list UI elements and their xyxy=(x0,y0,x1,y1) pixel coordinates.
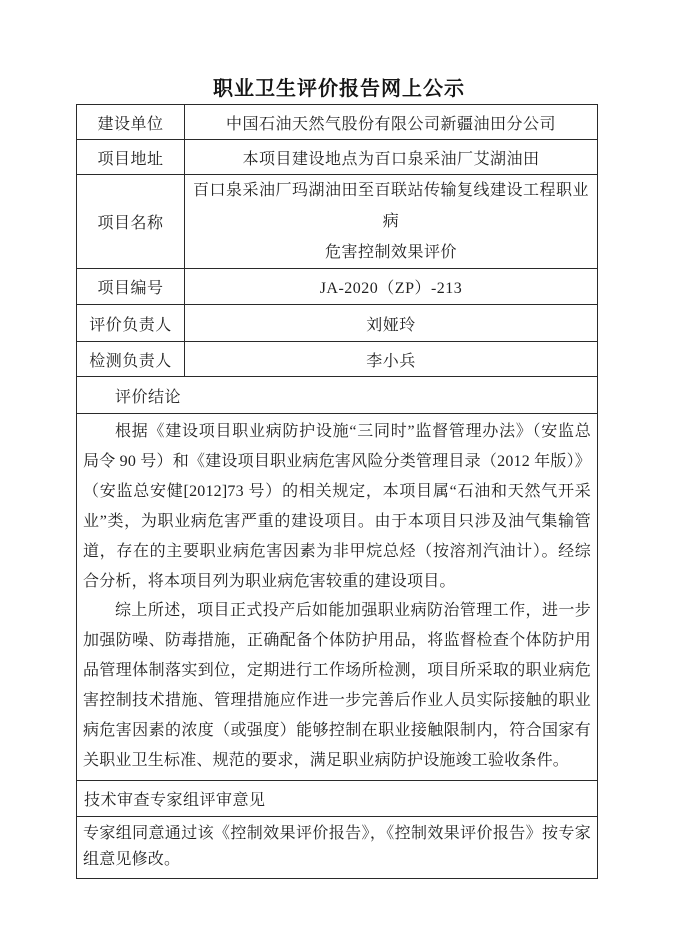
project-name-line-1: 百口泉采油厂玛湖油田至百联站传输复线建设工程职业病 xyxy=(192,182,589,230)
field-label-testing-lead: 检测负责人 xyxy=(77,342,185,376)
field-label-evaluation-lead: 评价负责人 xyxy=(77,305,185,341)
conclusion-paragraph-1: 根据《建设项目职业病防护设施“三同时”监督管理办法》（安监总局令 90 号）和《建设项目职业病危害风险分类管理目录（2012 年版）》（安监总安健[2012]73 号）的相关规定，本项目属“石油和天然气开采业”类，为职业病危害严重的建设项目。由于本项目只涉及油气集输管道，存在的主要职业病危害因素为非甲烷总烃（按溶剂汽油计）。经综合分析，将本项目列为职业病危害较重的建设项目。 xyxy=(83,423,591,590)
row-evaluation-lead xyxy=(77,305,597,342)
row-project-number xyxy=(77,269,597,305)
publicity-table xyxy=(76,104,598,879)
row-project-address xyxy=(77,140,597,175)
row-project-name xyxy=(77,175,597,269)
document-title: 职业卫生评价报告网上公示 xyxy=(213,78,465,100)
field-label-project-number: 项目编号 xyxy=(77,269,185,304)
field-value-testing-lead: 李小兵 xyxy=(366,352,416,370)
field-label-project-address: 项目地址 xyxy=(77,140,185,174)
field-value-evaluation-lead: 刘娅玲 xyxy=(366,316,416,334)
field-value-project-address: 本项目建设地点为百口泉采油厂艾湖油田 xyxy=(242,150,540,168)
row-conclusion-label xyxy=(77,377,597,414)
row-construction-unit xyxy=(77,105,597,140)
row-expert-review-label xyxy=(77,781,597,817)
conclusion-label: 评价结论 xyxy=(115,388,182,406)
project-name-line-2: 危害控制效果评价 xyxy=(324,244,457,261)
field-value-construction-unit: 中国石油天然气股份有限公司新疆油田分公司 xyxy=(225,115,556,133)
field-value-project-name xyxy=(185,175,597,268)
row-expert-review-content: 专家组同意通过该《控制效果评价报告》，《控制效果评价报告》按专家组意见修改。 xyxy=(83,824,591,868)
field-label-construction-unit: 建设单位 xyxy=(77,105,185,139)
conclusion-paragraph-2: 综上所述，项目正式投产后如能加强职业病防治管理工作，进一步加强防噪、防毒措施，正确配备个体防护用品，将监督检查个体防护用品管理体制落实到位，定期进行工作场所检测，项目所采取的职业病危害控制技术措施、管理措施应作进一步完善后作业人员实际接触的职业病危害因素的浓度（或强度）能够控制在职业接触限制内，符合国家有关职业卫生标准、规范的要求，满足职业病防护设施竣工验收条件。 xyxy=(83,602,591,769)
row-conclusion-content xyxy=(77,414,597,781)
expert-review-label: 技术审查专家组评审意见 xyxy=(84,791,266,809)
field-value-project-number: JA-2020（ZP）-213 xyxy=(319,280,463,297)
row-testing-lead xyxy=(77,342,597,377)
field-label-project-name: 项目名称 xyxy=(77,175,185,268)
